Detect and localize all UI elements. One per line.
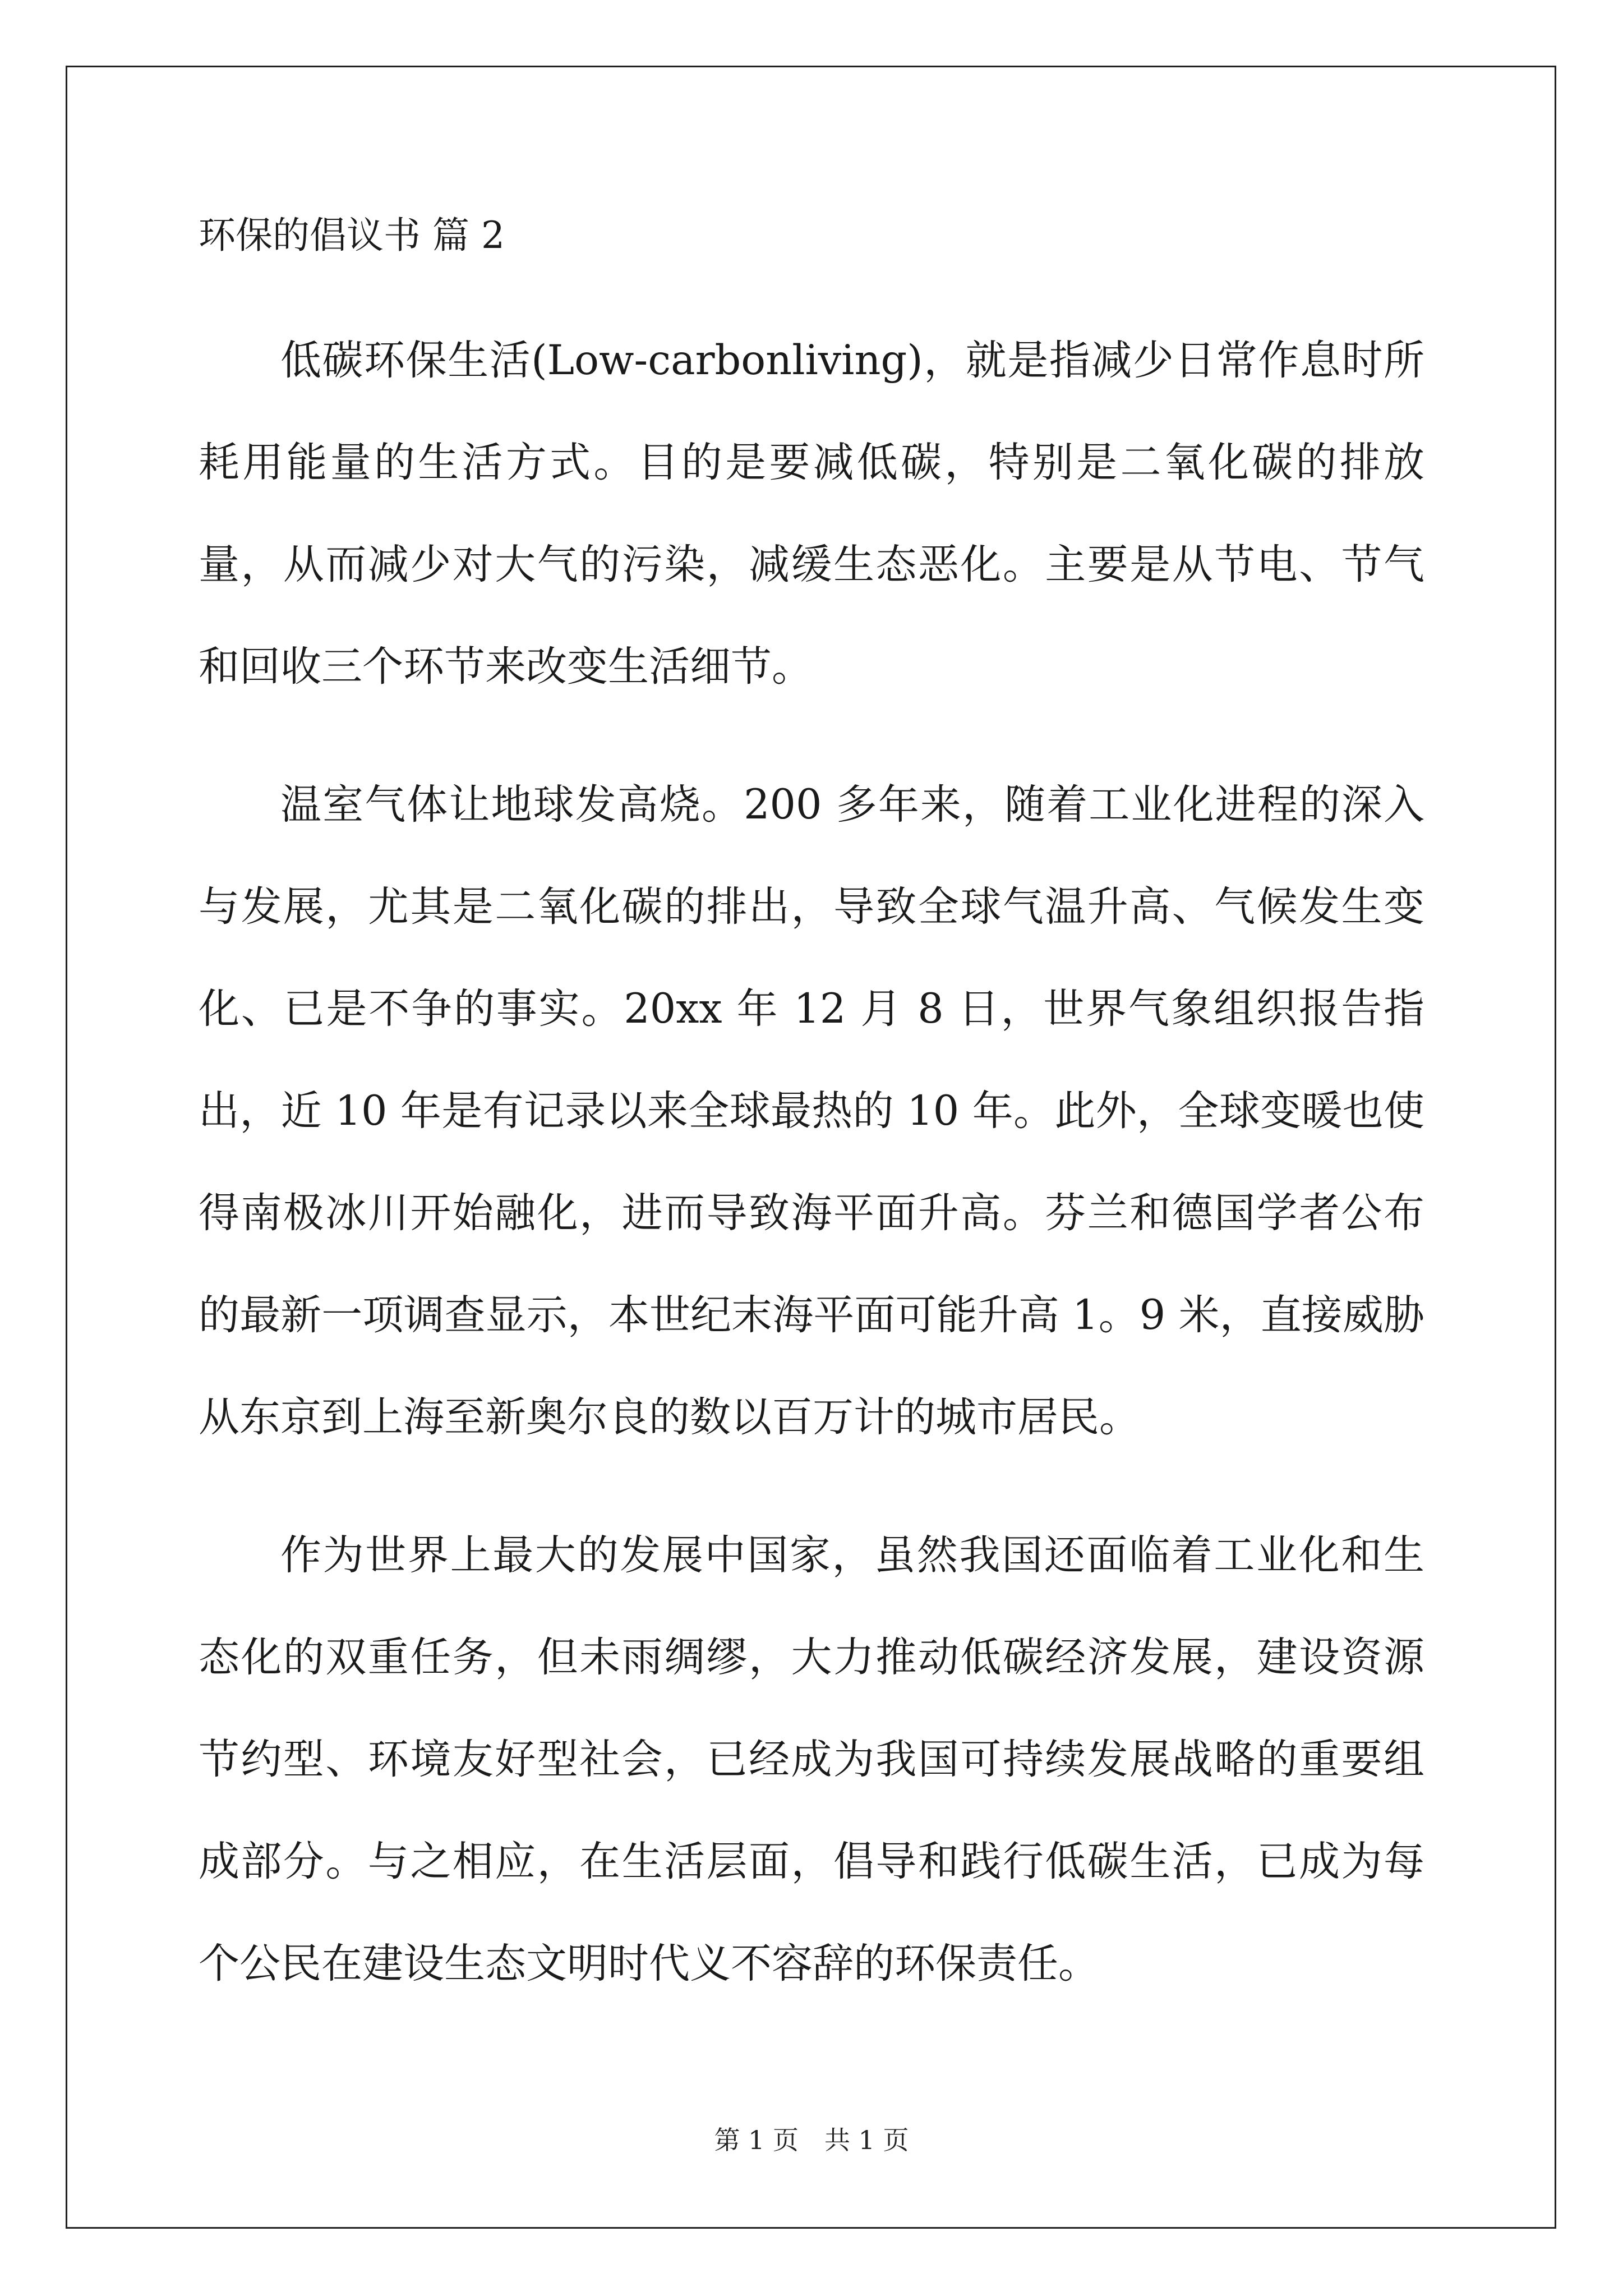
paragraph-2: 温室气体让地球发高烧。200 多年来，随着工业化进程的深入与发展，尤其是二氧化碳的排出，导致全球气温升高、气候发生变化、已是不争的事实。20xx 年 12 月 8 日，世界气象组织报告指出，近 10 年是有记录以来全球最热的 10 年。此外，全球变暖也使得南极冰川开始融化，进而导致海平面升高。芬兰和德国学者公布的最新一项调查显示，本世纪末海平面可能升高 1。9 米，直接威胁从东京到上海至新奥尔良的数以百万计的城市居民。: [199, 781, 1424, 1441]
paragraph-3: 作为世界上最大的发展中国家，虽然我国还面临着工业化和生态化的双重任务，但未雨绸缪，大力推动低碳经济发展，建设资源节约型、环境友好型社会，已经成为我国可持续发展战略的重要组成部分。与之相应，在生活层面，倡导和践行低碳生活，已成为每个公民在建设生态文明时代义不容辞的环保责任。: [199, 1531, 1424, 1987]
page-footer: 第 1 页 共 1 页: [714, 2125, 909, 2155]
document-body: [199, 213, 1424, 2051]
document-title: 环保的倡议书 篇 2: [199, 214, 505, 257]
paragraph-1: 低碳环保生活(Low-carbonliving)，就是指减少日常作息时所耗用能量的生活方式。目的是要减低碳，特别是二氧化碳的排放量，从而减少对大气的污染，减缓生态恶化。主要是从节电、节气和回收三个环节来改变生活细节。: [199, 337, 1424, 691]
